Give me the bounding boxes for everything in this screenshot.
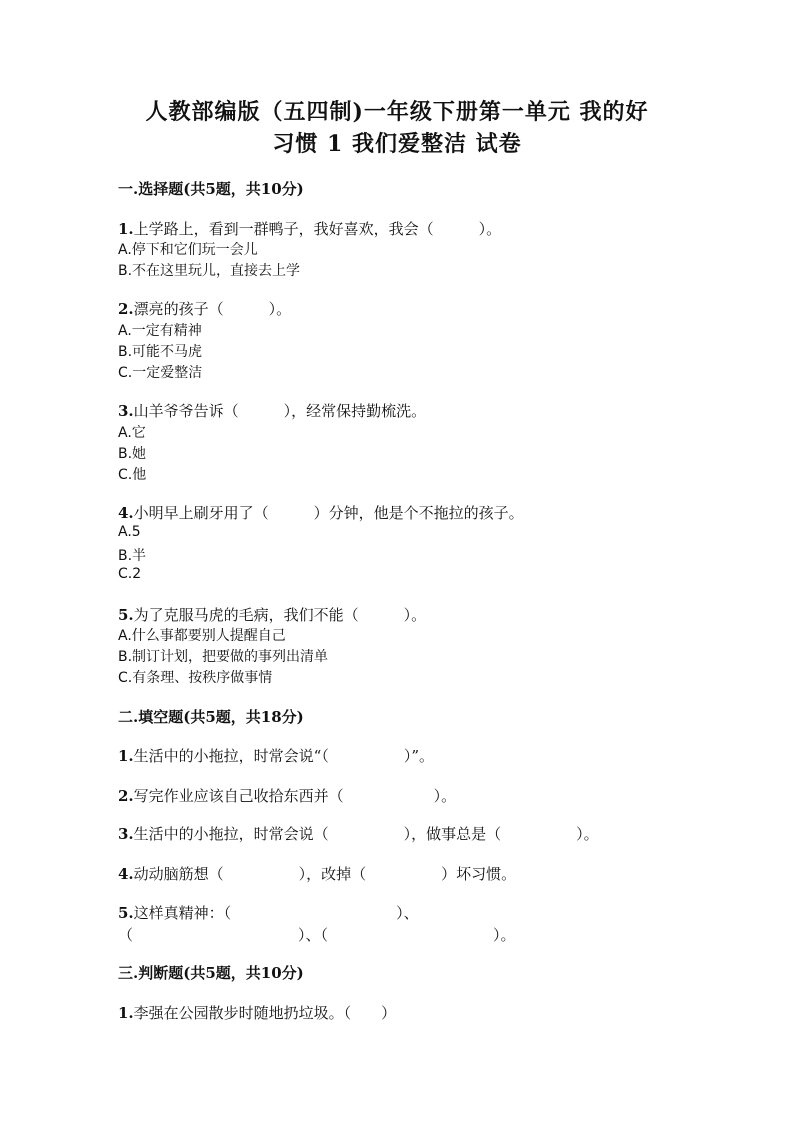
- choice-1-option-a: A.停下和它们玩一会儿: [118, 242, 258, 258]
- fill-question-5: 5.这样真精神：（ ）、: [118, 904, 419, 922]
- fill-question-2: 2.写完作业应该自己收拾东西并（ ）。: [118, 787, 457, 805]
- choice-question-4: 4.小明早上刷牙用了（ ）分钟，他是个不拖拉的孩子。: [118, 504, 524, 522]
- choice-2-option-c: C.一定爱整洁: [118, 365, 203, 381]
- fill-question-3: 3.生活中的小拖拉，时常会说（ ），做事总是（ ）。: [118, 825, 599, 843]
- exam-title-line-1: 人教部编版（五四制)一年级下册第一单元 我的好: [145, 99, 649, 125]
- choice-3-option-a: A.它: [118, 425, 146, 441]
- fill-question-4: 4.动动脑筋想（ ），改掉（ ）坏习惯。: [118, 865, 517, 883]
- section-heading-choice: 一.选择题(共5题，共10分): [118, 180, 304, 198]
- choice-4-option-a: A.5: [118, 524, 141, 540]
- choice-5-option-a: A.什么事都要别人提醒自己: [118, 628, 286, 644]
- choice-5-option-b: B.制订计划，把要做的事列出清单: [118, 649, 329, 665]
- judge-question-1: 1.李强在公园散步时随地扔垃圾。（ ）: [118, 1004, 397, 1022]
- choice-question-3: 3.山羊爷爷告诉（ ），经常保持勤梳洗。: [118, 402, 427, 420]
- exam-title-line-2: 习惯 1 我们爱整洁 试卷: [272, 131, 522, 157]
- section-heading-judge: 三.判断题(共5题，共10分): [118, 964, 304, 982]
- choice-question-1: 1.上学路上，看到一群鸭子，我好喜欢，我会（ ）。: [118, 220, 502, 238]
- choice-1-option-b: B.不在这里玩儿，直接去上学: [118, 263, 301, 279]
- choice-4-option-c: C.2: [118, 566, 142, 582]
- choice-2-option-a: A.一定有精神: [118, 323, 202, 339]
- choice-5-option-c: C.有条理、按秩序做事情: [118, 670, 273, 686]
- fill-question-1: 1.生活中的小拖拉，时常会说“（ ）”。: [118, 747, 435, 765]
- choice-3-option-c: C.他: [118, 467, 147, 483]
- choice-3-option-b: B.她: [118, 446, 147, 462]
- choice-2-option-b: B.可能不马虎: [118, 344, 203, 360]
- fill-question-5-continued: （ ）、（ ）。: [118, 926, 516, 944]
- section-heading-fill: 二.填空题(共5题，共18分): [118, 708, 304, 726]
- choice-question-2: 2.漂亮的孩子（ ）。: [118, 300, 292, 318]
- choice-4-option-b: B.半: [118, 548, 147, 564]
- choice-question-5: 5.为了克服马虎的毛病，我们不能（ ）。: [118, 606, 427, 624]
